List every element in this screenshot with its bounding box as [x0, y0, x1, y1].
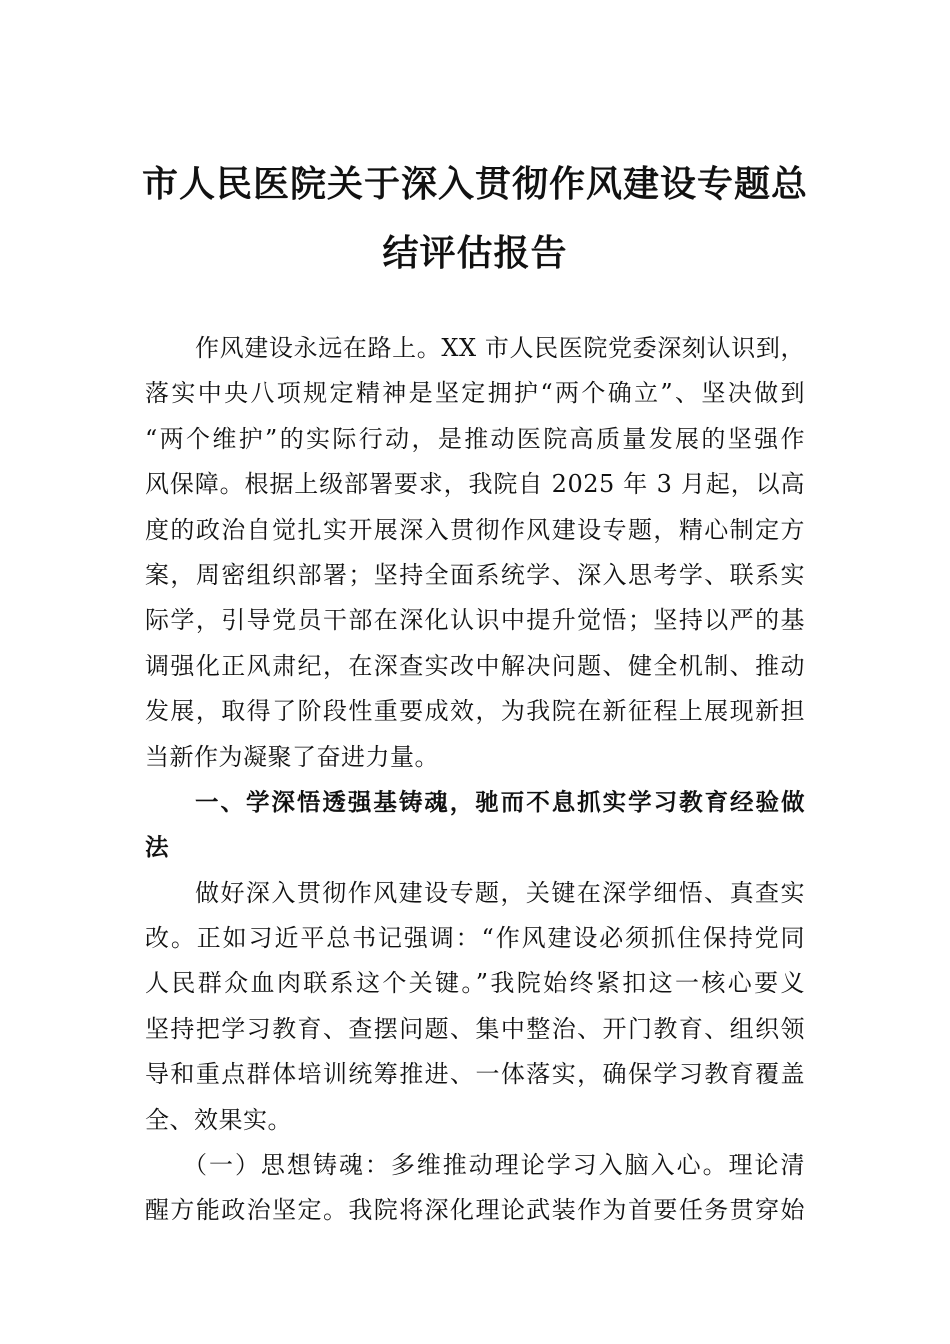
- text-line: 度的政治自觉扎实开展深入贯彻作风建设专题，精心制定方: [145, 515, 805, 544]
- text-line: 落实中央八项规定精神是坚定拥护“两个确立”、坚决做到: [145, 379, 805, 408]
- text-line: 做好深入贯彻作风建设专题，关键在深学细悟、真查实: [195, 878, 805, 907]
- heading-line: 一、学深悟透强基铸魂，驰而不息抓实学习教育经验做: [195, 787, 805, 816]
- text-line: 发展，取得了阶段性重要成效，为我院在新征程上展现新担: [145, 697, 805, 726]
- text-line: 风保障。根据上级部署要求，我院自 2025 年 3 月起，以高: [145, 470, 805, 499]
- text-line: 人民群众血肉联系这个关键。”我院始终紧扣这一核心要义: [145, 969, 805, 998]
- text-line: 导和重点群体培训统筹推进、一体落实，确保学习教育覆盖: [145, 1060, 805, 1089]
- text-line: （一）思想铸魂：多维推动理论学习入脑入心。理论清: [183, 1151, 805, 1180]
- text-line: “两个维护”的实际行动，是推动医院高质量发展的坚强作: [145, 424, 805, 453]
- section-heading-1: [145, 780, 805, 871]
- document-title-line-2: 结评估报告: [382, 232, 568, 274]
- text-line: 改。正如习近平总书记强调：“作风建设必须抓住保持党同: [145, 924, 805, 953]
- heading-line: 法: [145, 833, 169, 862]
- intro-paragraph: [145, 326, 805, 780]
- text-line: 当新作为凝聚了奋进力量。: [145, 742, 439, 771]
- text-line: 调强化正风肃纪，在深查实改中解决问题、健全机制、推动: [145, 651, 805, 680]
- text-line: 全、效果实。: [145, 1105, 292, 1134]
- text-line: 作风建设永远在路上。XX 市人民医院党委深刻认识到，: [195, 334, 805, 362]
- text-line: 坚持把学习教育、查摆问题、集中整治、开门教育、组织领: [145, 1014, 805, 1043]
- section-1-intro-paragraph: [145, 871, 805, 1143]
- document-body: [145, 326, 805, 1234]
- text-line: 醒方能政治坚定。我院将深化理论武装作为首要任务贯穿始: [145, 1196, 805, 1225]
- text-line: 案，周密组织部署；坚持全面系统学、深入思考学、联系实: [145, 560, 805, 589]
- document-title-line-1: 市人民医院关于深入贯彻作风建设专题总: [141, 163, 808, 205]
- text-line: 际学，引导党员干部在深化认识中提升觉悟；坚持以严的基: [145, 606, 805, 635]
- subsection-1-paragraph: [145, 1143, 805, 1234]
